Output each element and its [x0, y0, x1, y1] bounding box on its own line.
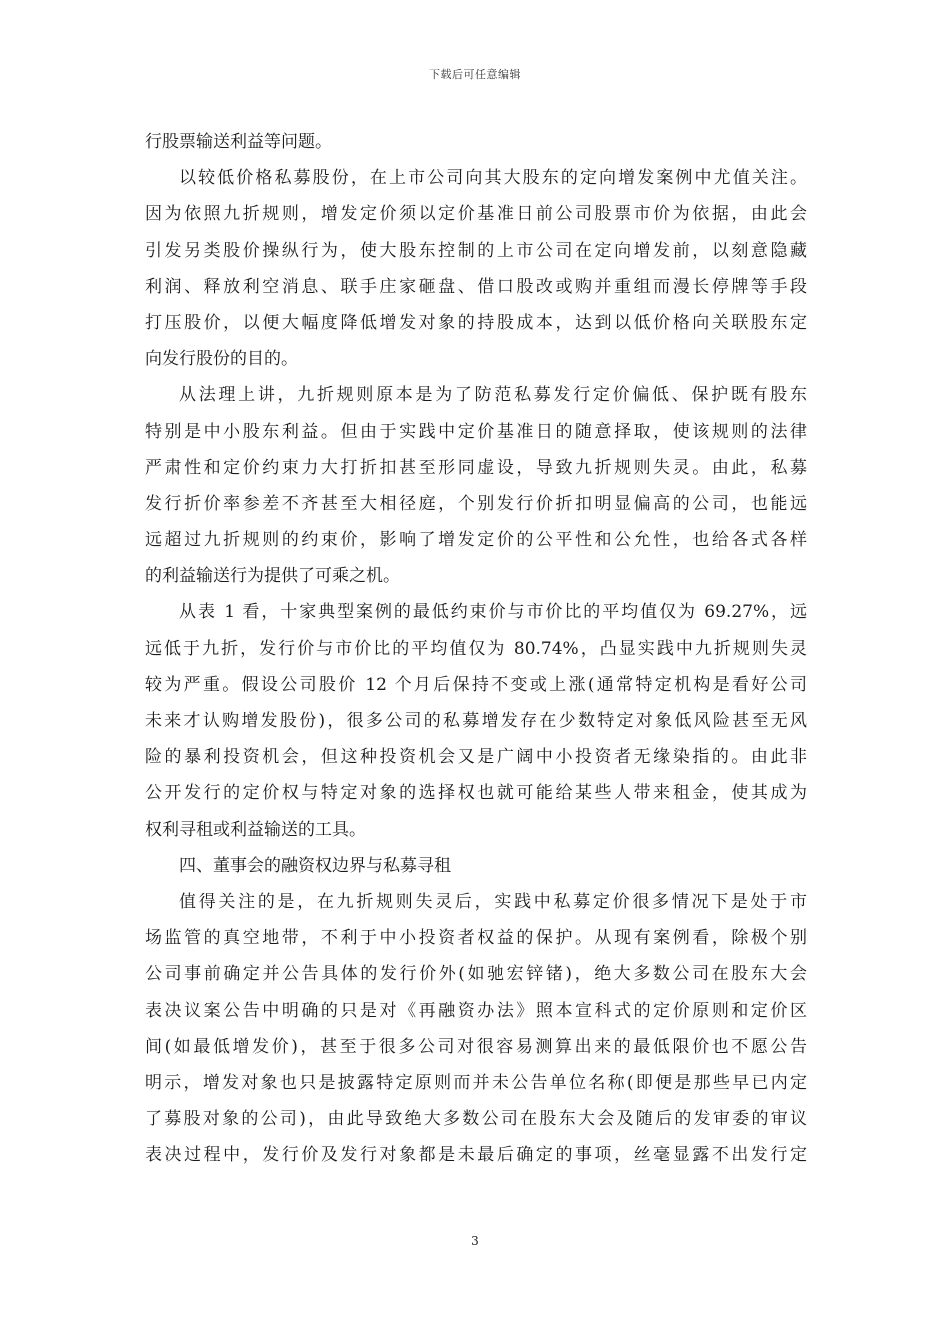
- text-line: 发行折价率参差不齐甚至大相径庭，个别发行价折扣明显偏高的公司，也能远: [145, 493, 807, 514]
- text-line: 以较低价格私募股份，在上市公司向其大股东的定向增发案例中尤值关注。: [179, 168, 807, 189]
- text-line: 远超过九折规则的约束价，影响了增发定价的公平性和公允性，也给各式各样: [145, 530, 807, 551]
- text-line: 引发另类股价操纵行为，使大股东控制的上市公司在定向增发前，以刻意隐藏: [145, 240, 807, 261]
- text-line: 间(如最低增发价)，甚至于很多公司对很容易测算出来的最低限价也不愿公告: [145, 1036, 807, 1057]
- text-line: 权利寻租或利益输送的工具。: [145, 819, 366, 840]
- page-number: 3: [471, 1234, 479, 1248]
- text-line: 特别是中小股东利益。但由于实践中定价基准日的随意择取，使该规则的法律: [145, 421, 807, 442]
- text-line: 险的暴利投资机会，但这种投资机会又是广阔中小投资者无缘染指的。由此非: [145, 747, 807, 768]
- text-line: 较为严重。假设公司股价 12 个月后保持不变或上涨(通常特定机构是看好公司: [145, 674, 807, 695]
- text-line: 从法理上讲，九折规则原本是为了防范私募发行定价偏低、保护既有股东: [179, 385, 807, 406]
- text-line: 因为依照九折规则，增发定价须以定价基准日前公司股票市价为依据，由此会: [145, 204, 807, 225]
- text-line: 场监管的真空地带，不利于中小投资者权益的保护。从现有案例看，除极个别: [145, 928, 807, 949]
- text-line: 公司事前确定并公告具体的发行价外(如驰宏锌锗)，绝大多数公司在股东大会: [145, 964, 807, 985]
- text-line: 远低于九折，发行价与市价比的平均值仅为 80.74%，凸显实践中九折规则失灵: [145, 638, 807, 659]
- text-line: 利润、释放利空消息、联手庄家砸盘、借口股改或购并重组而漫长停牌等手段: [145, 276, 807, 297]
- text-line: 向发行股份的目的。: [145, 349, 298, 370]
- text-line: 四、董事会的融资权边界与私募寻租: [179, 855, 451, 876]
- text-line: 打压股价，以便大幅度降低增发对象的持股成本，达到以低价格向关联股东定: [145, 312, 807, 333]
- text-line: 行股票输送利益等问题。: [145, 132, 332, 152]
- text-line: 明示，增发对象也只是披露特定原则而并未公告单位名称(即便是那些早已内定: [145, 1072, 807, 1093]
- text-line: 的利益输送行为提供了可乘之机。: [145, 566, 400, 587]
- text-line: 表决议案公告中明确的只是对《再融资办法》照本宣科式的定价原则和定价区: [145, 1000, 807, 1021]
- text-line: 表决过程中，发行价及发行对象都是未最后确定的事项，丝毫显露不出发行定: [145, 1145, 807, 1166]
- text-line: 值得关注的是，在九折规则失灵后，实践中私募定价很多情况下是处于市: [179, 891, 807, 912]
- text-line: 了募股对象的公司)，由此导致绝大多数公司在股东大会及随后的发审委的审议: [145, 1109, 807, 1130]
- text-line: 未来才认购增发股份)，很多公司的私募增发存在少数特定对象低风险甚至无风: [145, 711, 807, 731]
- text-line: 严肃性和定价约束力大打折扣甚至形同虚设，导致九折规则失灵。由此，私募: [145, 457, 807, 478]
- page-header: 下载后可任意编辑: [429, 68, 521, 81]
- text-line: 从表 1 看，十家典型案例的最低约束价与市价比的平均值仅为 69.27%，远: [179, 602, 807, 623]
- document-body: [145, 124, 807, 1173]
- text-line: 公开发行的定价权与特定对象的选择权也就可能给某些人带来租金，使其成为: [145, 783, 807, 804]
